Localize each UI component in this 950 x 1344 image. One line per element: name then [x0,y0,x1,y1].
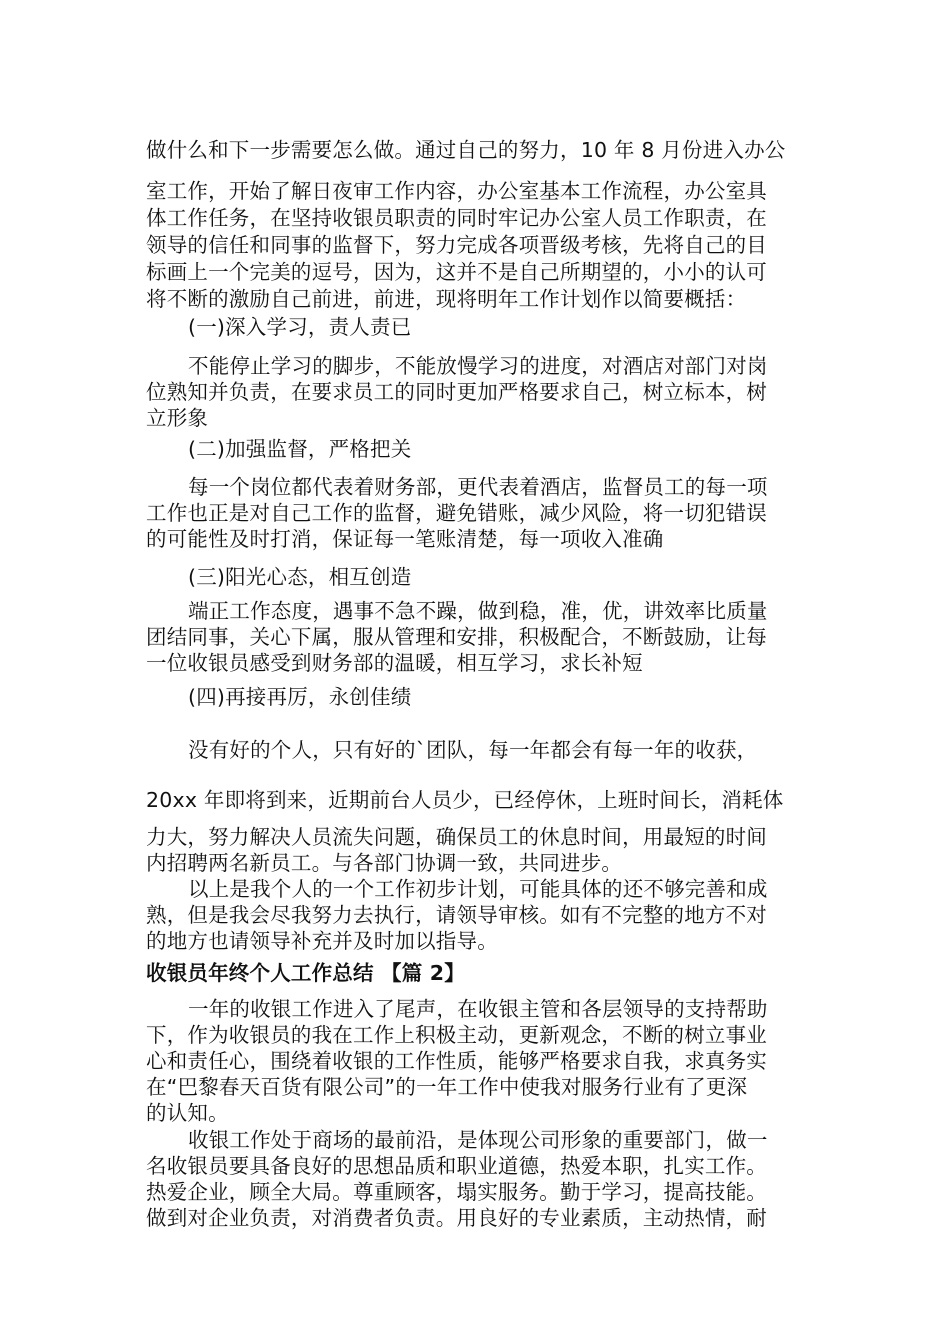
text-line: 热爱企业，顾全大局。尊重顾客，塌实服务。勤于学习，提高技能。 [146,1180,767,1204]
text-line: 的地方也请领导补充并及时加以指导。 [146,929,498,953]
text-line: 内招聘两名新员工。与各部门协调一致，共同进步。 [146,851,623,875]
text-line: 做什么和下一步需要怎么做。通过自己的努力，10 年 8 月份进入办公 [146,138,786,162]
document-page [146,0,806,1344]
section-heading: (四)再接再厉，永创佳绩 [188,685,412,709]
paragraph-first-line: 收银工作处于商场的最前沿，是体现公司形象的重要部门，做一 [188,1128,768,1152]
paragraph-first-line: 端正工作态度，遇事不急不躁，做到稳，准，优，讲效率比质量 [188,599,768,623]
text-line: 熟，但是我会尽我努力去执行，请领导审核。如有不完整的地方不对 [146,903,767,927]
text-line: 在“巴黎春天百货有限公司”的一年工作中使我对服务行业有了更深 [146,1075,748,1099]
article-heading: 收银员年终个人工作总结 【篇 2】 [146,961,465,985]
text-line: 一位收银员感受到财务部的温暖，相互学习，求长补短 [146,651,643,675]
text-line: 工作也正是对自己工作的监督，避免错账，减少风险，将一切犯错误 [146,501,767,525]
text-line: 的可能性及时打消，保证每一笔账清楚，每一项收入准确 [146,527,664,551]
text-line: 20xx 年即将到来，近期前台人员少，已经停休，上班时间长，消耗体 [146,788,784,812]
text-line: 名收银员要具备良好的思想品质和职业道德，热爱本职，扎实工作。 [146,1154,767,1178]
text-line: 位熟知并负责，在要求员工的同时更加严格要求自己，树立标本，树 [146,380,767,404]
paragraph-first-line: 没有好的个人，只有好的`团队，每一年都会有每一年的收获， [188,738,758,762]
paragraph-first-line: 不能停止学习的脚步，不能放慢学习的进度，对酒店对部门对岗 [188,354,768,378]
text-line: 力大，努力解决人员流失问题，确保员工的休息时间，用最短的时间 [146,825,767,849]
text-line: 的认知。 [146,1101,229,1125]
text-line: 做到对企业负责，对消费者负责。用良好的专业素质，主动热情，耐 [146,1206,767,1230]
paragraph-first-line: 以上是我个人的一个工作初步计划，可能具体的还不够完善和成 [188,877,768,901]
section-heading: (一)深入学习，责人责已 [188,315,412,339]
text-line: 立形象 [146,406,209,430]
section-heading: (三)阳光心态，相互创造 [188,565,412,589]
text-line: 领导的信任和同事的监督下，努力完成各项晋级考核，先将自己的目 [146,233,767,257]
text-line: 体工作任务，在坚持收银员职责的同时牢记办公室人员工作职责，在 [146,206,767,230]
text-line: 室工作，开始了解日夜审工作内容，办公室基本工作流程，办公室具 [146,179,767,203]
text-line: 下，作为收银员的我在工作上积极主动，更新观念，不断的树立事业 [146,1023,767,1047]
text-line: 将不断的激励自己前进，前进，现将明年工作计划作以简要概括： [146,287,747,311]
text-line: 标画上一个完美的逗号，因为，这并不是自己所期望的，小小的认可 [146,260,767,284]
text-line: 心和责任心，围绕着收银的工作性质，能够严格要求自我，求真务实 [146,1049,767,1073]
section-heading: (二)加强监督，严格把关 [188,437,412,461]
paragraph-first-line: 一年的收银工作进入了尾声，在收银主管和各层领导的支持帮助 [188,997,768,1021]
paragraph-first-line: 每一个岗位都代表着财务部，更代表着酒店，监督员工的每一项 [188,475,768,499]
text-line: 团结同事，关心下属，服从管理和安排，积极配合，不断鼓励，让每 [146,625,767,649]
